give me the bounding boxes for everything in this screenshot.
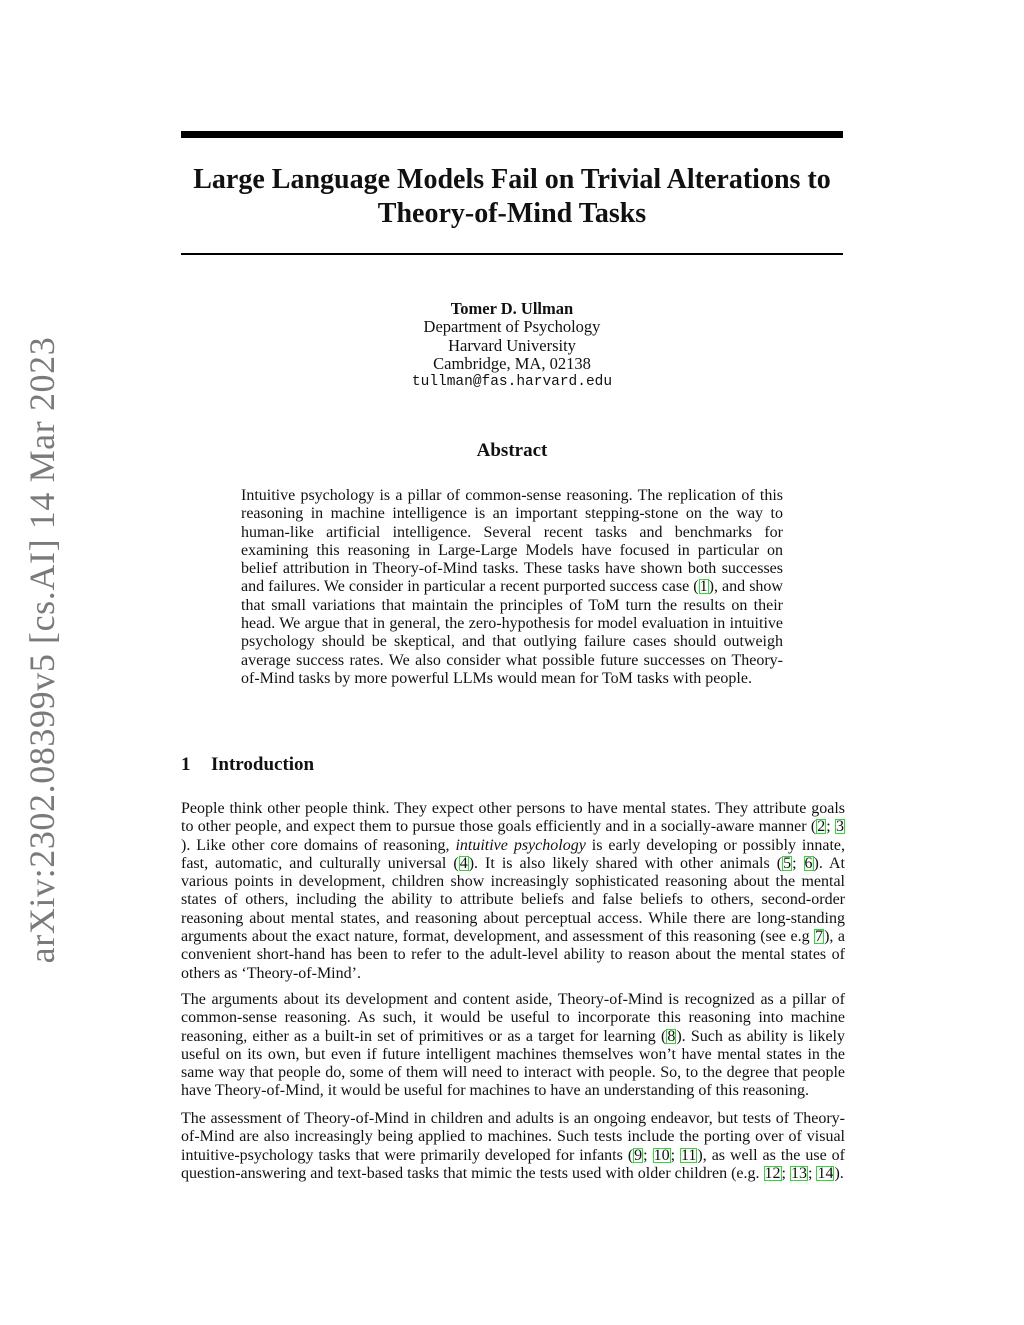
citation-separator: ; — [643, 1146, 653, 1164]
abstract-text-part-1: Intuitive psychology is a pillar of common-sense reasoning. The replication of this reasoning in machine intelligence is an important stepping-stone on the way to human-like artificial intelligence. Several recent tasks and benchmarks for examining this reasoning in Large-Large Models have focused in particular on belief attribution in Theory-of-Mind tasks. These tasks have shown both successes and failures. We consider in particular a recent purported success case ( — [241, 487, 783, 596]
citation-link-4[interactable]: 4 — [459, 854, 468, 872]
paragraph-text: People think other people think. They expect other persons to have mental states. They attribute goals to other people, and expect them to pursue those goals efficiently and in a socially-aware manner ( — [181, 800, 845, 836]
paragraph-text: ). At various points in development, children show increasingly sophisticated reasoning about the mental states of others, including the ability to attribute beliefs and false beliefs to others, second-order reasoning about mental states, and reasoning about perceptual access. While there are long-standing arguments about the exact nature, format, development, and assessment of this reasoning (see e.g — [181, 854, 845, 946]
paragraph-text: ). — [834, 1164, 844, 1182]
author-name: Tomer D. Ullman — [450, 299, 574, 318]
abstract-text — [241, 487, 783, 688]
citation-link-12[interactable]: 12 — [764, 1164, 781, 1182]
citation-link-2[interactable]: 2 — [817, 818, 826, 836]
author-department: Department of Psychology — [423, 317, 601, 337]
citation-link-14[interactable]: 14 — [817, 1164, 834, 1182]
author-location: Cambridge, MA, 02138 — [433, 353, 591, 373]
citation-link-5[interactable]: 5 — [783, 854, 792, 872]
abstract-heading: Abstract — [476, 440, 548, 461]
citation-link-9[interactable]: 9 — [634, 1146, 643, 1164]
intro-paragraph-2 — [181, 991, 845, 1101]
citation-link-1[interactable]: 1 — [699, 578, 708, 596]
citation-separator: ; — [792, 854, 804, 872]
citation-link-8[interactable]: 8 — [667, 1027, 676, 1045]
citation-separator: ; — [781, 1164, 790, 1182]
title-line-2: Theory-of-Mind Tasks — [377, 198, 647, 229]
citation-separator: ; — [826, 818, 835, 836]
citation-link-3[interactable]: 3 — [836, 818, 844, 836]
author-university: Harvard University — [448, 335, 576, 355]
intro-paragraph-3 — [181, 1110, 845, 1183]
author-email[interactable]: tullman@fas.harvard.edu — [411, 374, 613, 391]
abstract-text-part-2: ), and show that small variations that maintain the principles of ToM turn the results on their head. We argue that in general, the zero-hypothesis for model evaluation in intuitive psychology should be skeptical, and that outlying failure cases should outweigh average success rates. We also consider what possible future successes on Theory-of-Mind tasks by more powerful LLMs would mean for ToM tasks with people. — [241, 578, 783, 687]
paragraph-text: The arguments about its development and content aside, Theory-of-Mind is recognized as a pillar of common-sense reasoning. As such, it would be useful to incorporate this reasoning into machine reasoning, either as a built-in set of primitives or as a target for learning ( — [181, 991, 845, 1045]
title-bottom-rule — [181, 253, 843, 255]
citation-link-7[interactable]: 7 — [815, 928, 824, 946]
paragraph-text: ). Like other core domains of reasoning, — [181, 836, 456, 854]
citation-separator: ; — [807, 1164, 817, 1182]
citation-link-6[interactable]: 6 — [804, 854, 813, 872]
intro-paragraph-1 — [181, 800, 845, 983]
emphasis-text: intuitive psychology — [455, 836, 586, 854]
section-heading-introduction — [181, 754, 314, 776]
section-number: 1 — [181, 754, 191, 775]
arxiv-identifier: arXiv:2302.08399v5 [cs.AI] 14 Mar 2023 — [22, 336, 62, 964]
citation-separator: ; — [670, 1146, 680, 1164]
paragraph-text: ). It is also likely shared with other animals ( — [468, 854, 783, 872]
citation-link-11[interactable]: 11 — [680, 1146, 697, 1164]
paragraph-text: The assessment of Theory-of-Mind in children and adults is an ongoing endeavor, but tests of Theory-of-Mind are also increasingly being applied to machines. Such tests include the porting over of visual intuitive-psychology tasks that were primarily developed for infants ( — [181, 1110, 845, 1164]
section-title: Introduction — [211, 754, 315, 775]
citation-link-10[interactable]: 10 — [653, 1146, 670, 1164]
paragraph-text: is early developing or possibly innate, fast, automatic, and culturally universal ( — [181, 836, 845, 872]
title-top-rule — [181, 131, 843, 138]
paragraph-text: ), a convenient short-hand has been to refer to the adult-level ability to reason about the mental states of others as ‘Theory-of-Mind’. — [181, 928, 845, 982]
paragraph-text: ), as well as the use of question-answering and text-based tasks that mimic the tests used with older children (e.g. — [181, 1146, 845, 1182]
paper-title — [181, 163, 843, 231]
title-line-1: Large Language Models Fail on Trivial Alterations to — [193, 164, 831, 195]
paragraph-text: ). Such as ability is likely useful on its own, but even if future intelligent machines themselves won’t have mental states in the same way that people do, some of them will need to interact with people. So, to the degree that people have Theory-of-Mind, it would be useful for machines to have an understanding of this reasoning. — [181, 1027, 845, 1100]
author-block — [181, 300, 843, 391]
citation-link-13[interactable]: 13 — [790, 1164, 807, 1182]
